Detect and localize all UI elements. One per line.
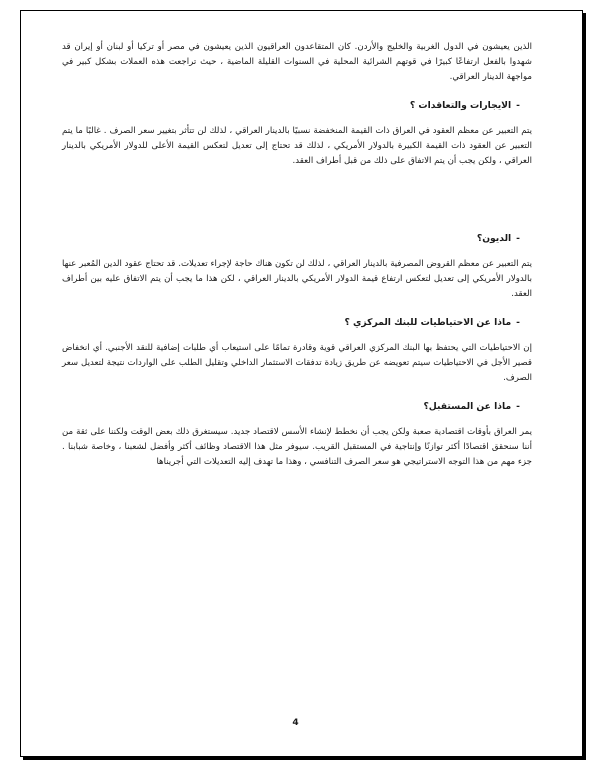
heading-text: ماذا عن المستقبل؟ (423, 401, 512, 412)
bullet-marker: - (516, 401, 520, 412)
section-text-reserves: إن الاحتياطيات التي يحتفظ بها البنك المركزي العراقي قوية وقادرة تمامًا على استيعاب أي طلبات إضافية للنقد الأجنبي. أي انخفاض قصير الأجل في الاحتياطيات سيتم تعويضه عن طريق زيادة تدفقات الاستثمار الداخلي وتقليل الطلب على الواردات نتيجة لتعديل سعر الصرف. (62, 343, 532, 383)
page-number: 4 (292, 718, 299, 728)
section-heading-leases (62, 98, 532, 113)
section-text-future: يمر العراق بأوقات اقتصادية صعبة ولكن يجب أن نخطط لإنشاء الأسس لاقتصاد جديد. سيستغرق ذلك بعض الوقت ولكننا على ثقة من أننا سنحقق اقتصادًا أكثر توازنًا وإنتاجية في المستقبل القريب. سيوفر مثل هذا الاقتصاد وظائف أكثر وأفضل لشعبنا ، وخاصة شبابنا . جزء مهم من هذا التوجه الاستراتيجي هو سعر الصرف التنافسي ، وهذا ما تهدف إليه التعديلات التي أجريناها (62, 427, 532, 467)
bullet-marker: - (516, 317, 520, 328)
heading-text: الايجارات والتعاقدات ؟ (409, 100, 512, 111)
section-text-debts: يتم التعبير عن معظم القروض المصرفية بالدينار العراقي ، لذلك لن تكون هناك حاجة لإجراء تعديلات. قد تحتاج عقود الدين المُعبر عنها بالدولار الأمريكي إلى تعديل لتعكس ارتفاع قيمة الدولار الأمريكي بالدينار العراقي ، لكن هذا ما يجب أن يتم الاتفاق عليه بين أطراف العقد. (62, 259, 532, 299)
section-heading-debts (62, 231, 532, 246)
bullet-marker: - (516, 100, 520, 111)
section-heading-future (62, 399, 532, 414)
section-heading-reserves (62, 315, 532, 330)
intro-paragraph: الذين يعيشون في الدول الغربية والخليج والأردن. كان المتقاعدون العراقيون الذين يعيشون في مصر أو تركيا أو لبنان أو إيران قد شهدوا بالفعل ارتفاعًا كبيرًا في قوتهم الشرائية المحلية في السنوات القليلة الماضية ، حيث تراجعت هذه العملات بشكل كبير في مواجهة الدينار العراقي. (62, 42, 532, 82)
heading-text: ماذا عن الاحتياطيات للبنك المركزي ؟ (344, 317, 512, 328)
document-body (62, 40, 532, 470)
section-text-leases: يتم التعبير عن معظم العقود في العراق ذات القيمة المنخفضة نسبيًا بالدينار العراقي ، لذلك لن تتأثر بتغيير سعر الصرف . غالبًا ما يتم التعبير عن العقود ذات القيمة الكبيرة بالدولار الأمريكي ، لذلك قد تحتاج إلى تعديل لتعكس القيمة الأعلى للدولار الأمريكي بالدينار العراقي ، ولكن يجب أن يتم الاتفاق على ذلك من قبل أطراف العقد. (62, 126, 532, 166)
heading-text: الديون؟ (476, 233, 512, 244)
bullet-marker: - (516, 233, 520, 244)
